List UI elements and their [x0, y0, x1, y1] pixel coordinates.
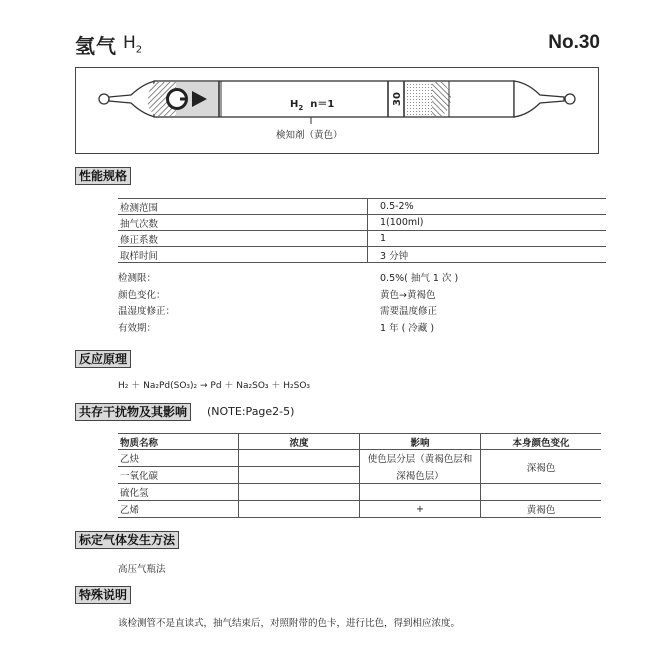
tube-label-sub: 2 [298, 104, 304, 112]
list-item: 检测限： [118, 273, 157, 284]
spec-label: 抽气次数 [118, 215, 368, 231]
indicator-caption: 検知剤（黄色） [276, 130, 343, 141]
column-header: 影响 [360, 434, 481, 450]
effect-cell: + [360, 501, 481, 518]
detector-tube-drawing [76, 68, 600, 155]
formula-subscript: 2 [135, 44, 143, 56]
color-cell: 深褐色 [526, 462, 556, 474]
formula-main: H [123, 33, 136, 53]
spec-table [118, 198, 606, 263]
interference-table [118, 433, 601, 518]
concentration-cell [239, 450, 360, 467]
list-item: 1 年 ( 冷藏 ) [380, 322, 435, 334]
section-calibration: 标定气体发生方法 [75, 531, 179, 549]
effect-cell [360, 484, 481, 501]
concentration-cell [239, 467, 360, 484]
table-row [118, 215, 606, 231]
list-item: 需要温度修正 [380, 306, 438, 317]
list-item: 有效期： [118, 322, 157, 334]
concentration-cell [239, 501, 360, 518]
interference-note: (NOTE:Page2-5) [207, 405, 295, 418]
spec-label: 取样时间 [118, 247, 368, 263]
effect-cell: 深褐色层） [360, 467, 481, 484]
table-row [118, 501, 601, 518]
calibration-text: 高压气瓶法 [118, 564, 166, 575]
column-header: 物质名称 [118, 434, 239, 450]
scale-value: 30 [392, 92, 403, 106]
section-reaction: 反应原理 [75, 350, 131, 368]
table-row [118, 199, 606, 215]
spec-list-values [380, 271, 458, 337]
special-text: 该检测管不是直读式，抽气结束后，对照附带的色卡，进行比色，得到相应浓度。 [118, 618, 461, 629]
product-number: No.30 [548, 32, 600, 53]
right-tip-icon [565, 94, 575, 104]
effect-cell: 使色层分层（黄褐色层和 [360, 450, 481, 467]
substance-cell: 硫化氢 [118, 484, 239, 501]
color-cell: 黄褐色 [481, 501, 602, 518]
spec-list-labels [118, 271, 175, 337]
chemical-formula [123, 33, 142, 55]
tube-label [290, 95, 334, 112]
spec-value: 1(100ml) [368, 215, 607, 231]
table-header-row [118, 434, 601, 450]
spec-value: 1 [368, 231, 607, 247]
tube-label-main: H [290, 99, 299, 110]
substance-cell: 乙烯 [118, 501, 239, 518]
left-tip-icon [99, 94, 109, 104]
table-row [118, 484, 601, 501]
list-item: 颜色变化： [118, 289, 166, 301]
list-item: 黄色→黄褐色 [380, 289, 436, 301]
color-cell [481, 484, 602, 501]
spec-label: 检测范围 [118, 199, 368, 215]
concentration-cell [239, 484, 360, 501]
reaction-formula: H₂ ＋ Na₂Pd(SO₃)₂ → Pd ＋ Na₂SO₃ ＋ H₂SO₃ [118, 381, 311, 391]
column-header: 本身颜色变化 [481, 434, 602, 450]
table-row [118, 231, 606, 247]
table-row [118, 247, 606, 263]
tube-label-n: n＝1 [310, 99, 335, 110]
list-item: 0.5%( 抽气 1 次 ) [380, 273, 459, 284]
spec-label: 修正系数 [118, 231, 368, 247]
substance-cell: 一氧化碳 [118, 467, 239, 484]
column-header: 浓度 [239, 434, 360, 450]
section-interference: 共存干扰物及其影响 [75, 403, 191, 421]
table-row [118, 467, 601, 484]
spec-value: 3 分钟 [368, 247, 607, 263]
list-item: 温湿度修正： [118, 306, 176, 317]
section-special: 特殊说明 [75, 586, 131, 604]
section-performance: 性能规格 [75, 167, 131, 185]
spec-value: 0.5-2% [368, 199, 607, 215]
page-title: 氢气 [75, 34, 117, 58]
substance-cell: 乙炔 [118, 450, 239, 467]
